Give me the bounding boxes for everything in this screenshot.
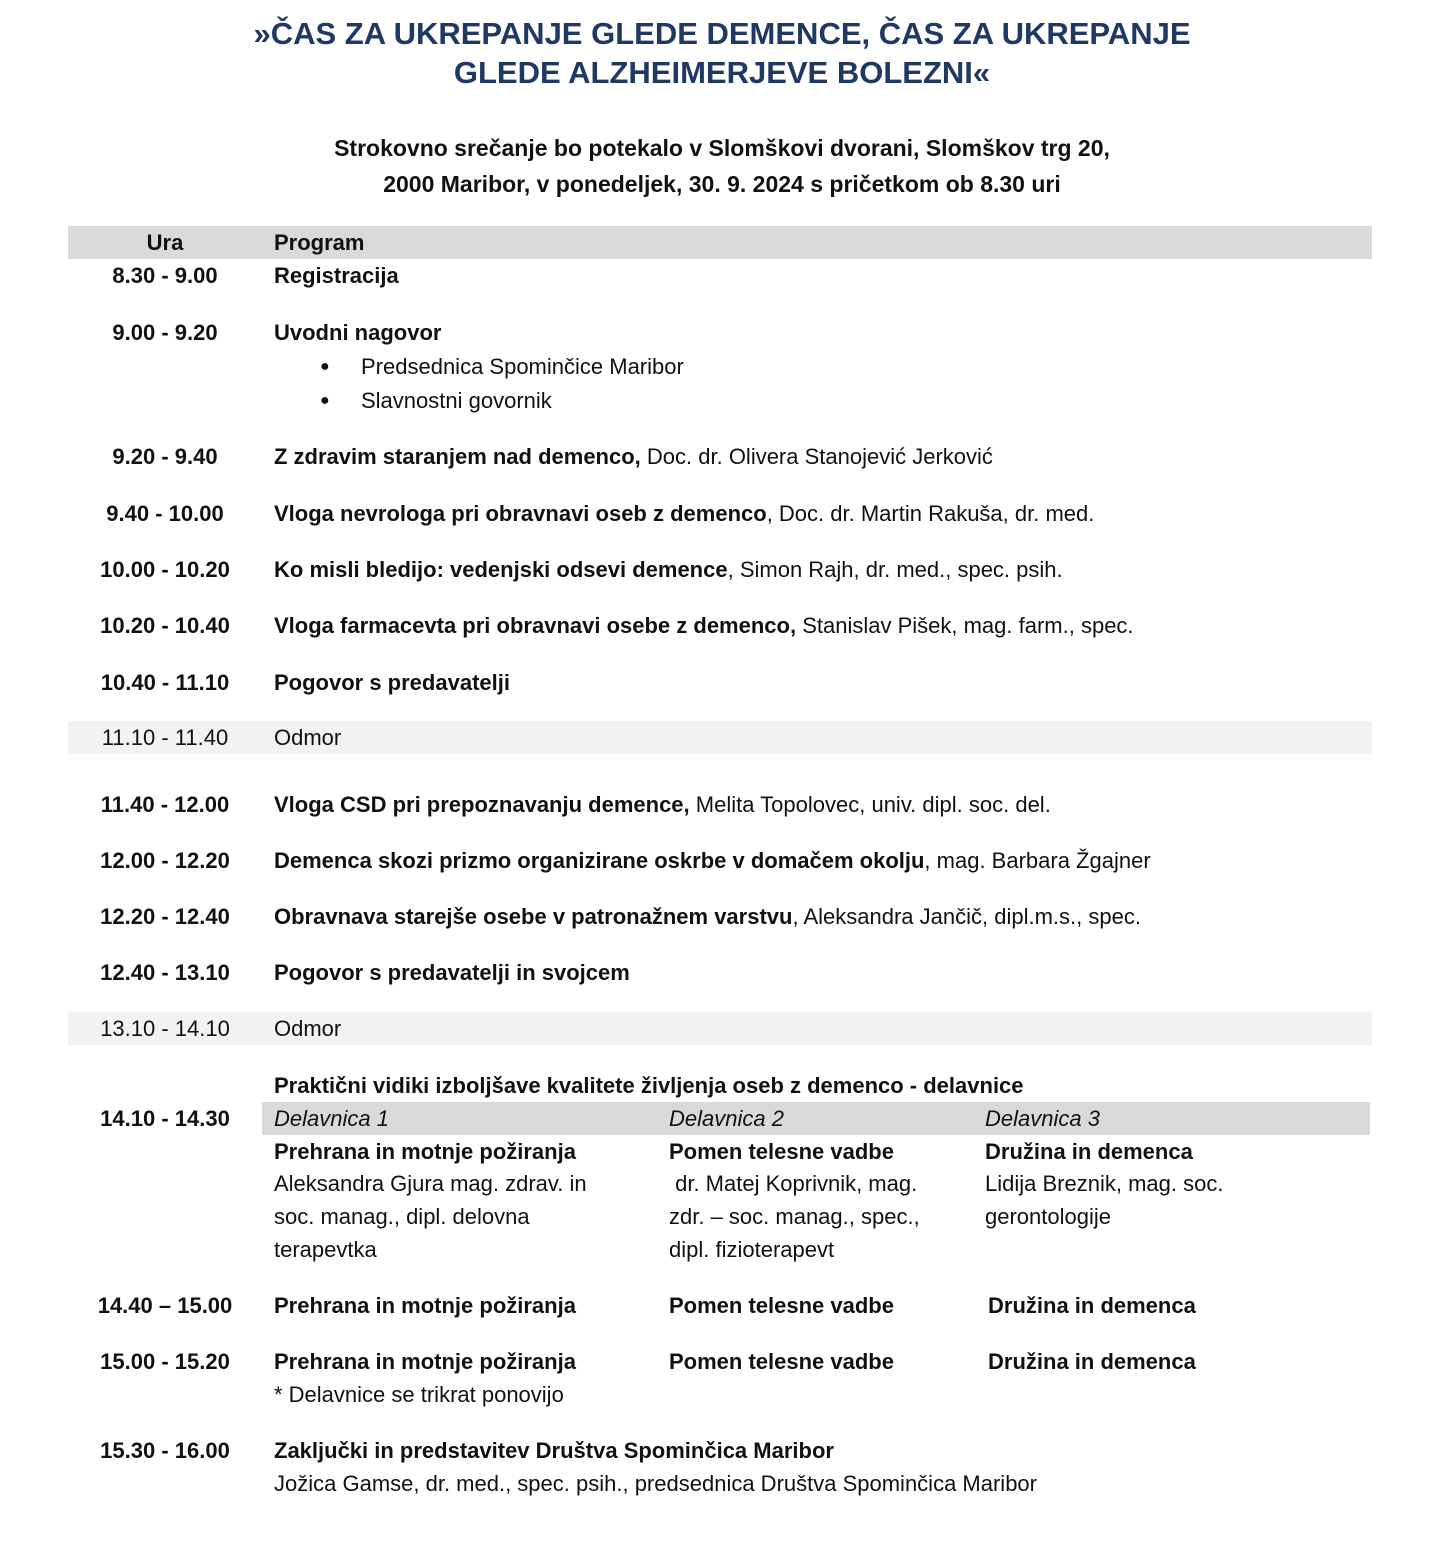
page-title xyxy=(0,14,1444,92)
row-program xyxy=(274,788,1051,821)
workshop-2-label: Delavnica 2 xyxy=(669,1106,784,1131)
row-title: Odmor xyxy=(274,725,342,750)
workshop-1-title: Prehrana in motnje požiranja xyxy=(274,1293,576,1318)
row-title: Vloga CSD pri prepoznavanju demence, xyxy=(274,792,690,817)
event-info-line-1: Strokovno srečanje bo potekalo v Slomškovi dvorani, Slomškov trg 20, xyxy=(334,135,1110,161)
workshop-3-title: Družina in demenca xyxy=(985,1139,1193,1164)
row-title: Ko misli bledijo: vedenjski odsevi demence xyxy=(274,557,728,582)
row-speaker: Stanislav Pišek, mag. farm., spec. xyxy=(796,613,1134,638)
bullet-icon: ● xyxy=(320,358,330,375)
row-speaker: , Simon Rajh, dr. med., spec. psih. xyxy=(727,557,1063,582)
row-time: 9.40 - 10.00 xyxy=(106,501,224,526)
row-speaker: , Aleksandra Jančič, dipl.m.s., spec. xyxy=(792,904,1141,929)
row-title: Registracija xyxy=(274,263,399,288)
row-speaker: Doc. dr. Olivera Stanojević Jerković xyxy=(640,444,993,469)
row-speaker: Melita Topolovec, univ. dipl. soc. del. xyxy=(689,792,1051,817)
row-program xyxy=(274,609,1134,642)
workshop-1-lead: terapevtka xyxy=(274,1237,377,1262)
row-title: Odmor xyxy=(274,1016,342,1041)
row-program xyxy=(274,553,1063,586)
event-info-line-2: 2000 Maribor, v ponedeljek, 30. 9. 2024 s pričetkom ob 8.30 uri xyxy=(383,171,1061,197)
row-title: Vloga farmacevta pri obravnavi osebe z demenco, xyxy=(274,613,797,638)
workshop-3-title: Družina in demenca xyxy=(988,1349,1196,1374)
workshop-2-title: Pomen telesne vadbe xyxy=(669,1349,894,1374)
workshops-note: * Delavnice se trikrat ponovijo xyxy=(274,1382,564,1407)
bullet-item: Slavnostni govornik xyxy=(361,388,552,413)
workshop-2-lead: zdr. – soc. manag., spec., xyxy=(669,1204,920,1229)
row-time: 10.40 - 11.10 xyxy=(100,670,230,695)
row-title: Z zdravim staranjem nad demenco, xyxy=(274,444,641,469)
row-time: 10.20 - 10.40 xyxy=(100,613,230,638)
workshop-2-title: Pomen telesne vadbe xyxy=(669,1139,894,1164)
row-title: Uvodni nagovor xyxy=(274,320,442,345)
workshop-header-band xyxy=(262,1102,1370,1135)
row-time: 12.40 - 13.10 xyxy=(100,960,230,985)
workshop-1-title: Prehrana in motnje požiranja xyxy=(274,1349,576,1374)
row-time: 15.00 - 15.20 xyxy=(100,1349,230,1374)
workshop-1-title: Prehrana in motnje požiranja xyxy=(274,1139,576,1164)
row-time: 13.10 - 14.10 xyxy=(100,1016,230,1041)
row-program xyxy=(274,844,1151,877)
closing-title: Zaključki in predstavitev Društva Spominčica Maribor xyxy=(274,1438,834,1463)
row-time: 14.40 – 15.00 xyxy=(97,1293,233,1318)
workshop-1-lead: soc. manag., dipl. delovna xyxy=(274,1204,530,1229)
row-title: Obravnava starejše osebe v patronažnem varstvu xyxy=(274,904,793,929)
row-speaker: , mag. Barbara Žgajner xyxy=(924,848,1151,873)
row-program xyxy=(274,497,1094,530)
row-program xyxy=(274,900,1141,933)
title-line-1: »ČAS ZA UKREPANJE GLEDE DEMENCE, ČAS ZA UKREPANJE xyxy=(253,16,1191,51)
row-program xyxy=(274,440,993,473)
header-time: Ura xyxy=(146,230,184,255)
closing-speaker: Jožica Gamse, dr. med., spec. psih., predsednica Društva Spominčica Maribor xyxy=(274,1471,1037,1496)
workshop-3-title: Družina in demenca xyxy=(988,1293,1196,1318)
workshop-2-lead: dr. Matej Koprivnik, mag. xyxy=(669,1171,918,1196)
workshop-3-lead: gerontologije xyxy=(985,1204,1111,1229)
workshop-1-lead: Aleksandra Gjura mag. zdrav. in xyxy=(274,1171,587,1196)
row-time: 12.00 - 12.20 xyxy=(100,848,230,873)
workshop-1-label: Delavnica 1 xyxy=(274,1106,389,1131)
row-title: Pogovor s predavatelji xyxy=(274,670,510,695)
workshop-2-title: Pomen telesne vadbe xyxy=(669,1293,894,1318)
row-time: 12.20 - 12.40 xyxy=(100,904,230,929)
header-program: Program xyxy=(274,230,365,255)
title-line-2: GLEDE ALZHEIMERJEVE BOLEZNI« xyxy=(453,55,991,90)
row-title: Demenca skozi prizmo organizirane oskrbe v domačem okolju xyxy=(274,848,925,873)
bullet-item: Predsednica Spominčice Maribor xyxy=(361,354,684,379)
row-time: 11.10 - 11.40 xyxy=(101,725,229,750)
row-time: 9.00 - 9.20 xyxy=(112,320,218,345)
row-time: 8.30 - 9.00 xyxy=(112,263,218,288)
row-speaker: , Doc. dr. Martin Rakuša, dr. med. xyxy=(766,501,1095,526)
workshop-3-label: Delavnica 3 xyxy=(985,1106,1100,1131)
row-time: 14.10 - 14.30 xyxy=(100,1106,230,1131)
row-time: 10.00 - 10.20 xyxy=(100,557,230,582)
bullet-icon: ● xyxy=(320,392,330,409)
row-title: Vloga nevrologa pri obravnavi oseb z demenco xyxy=(274,501,767,526)
row-time: 15.30 - 16.00 xyxy=(100,1438,230,1463)
workshops-heading: Praktični vidiki izboljšave kvalitete življenja oseb z demenco - delavnice xyxy=(274,1073,1024,1098)
row-time: 9.20 - 9.40 xyxy=(112,444,218,469)
event-info xyxy=(0,130,1444,202)
workshop-3-lead: Lidija Breznik, mag. soc. xyxy=(985,1171,1224,1196)
row-title: Pogovor s predavatelji in svojcem xyxy=(274,960,630,985)
row-time: 11.40 - 12.00 xyxy=(100,792,230,817)
workshop-2-lead: dipl. fizioterapevt xyxy=(669,1237,835,1262)
